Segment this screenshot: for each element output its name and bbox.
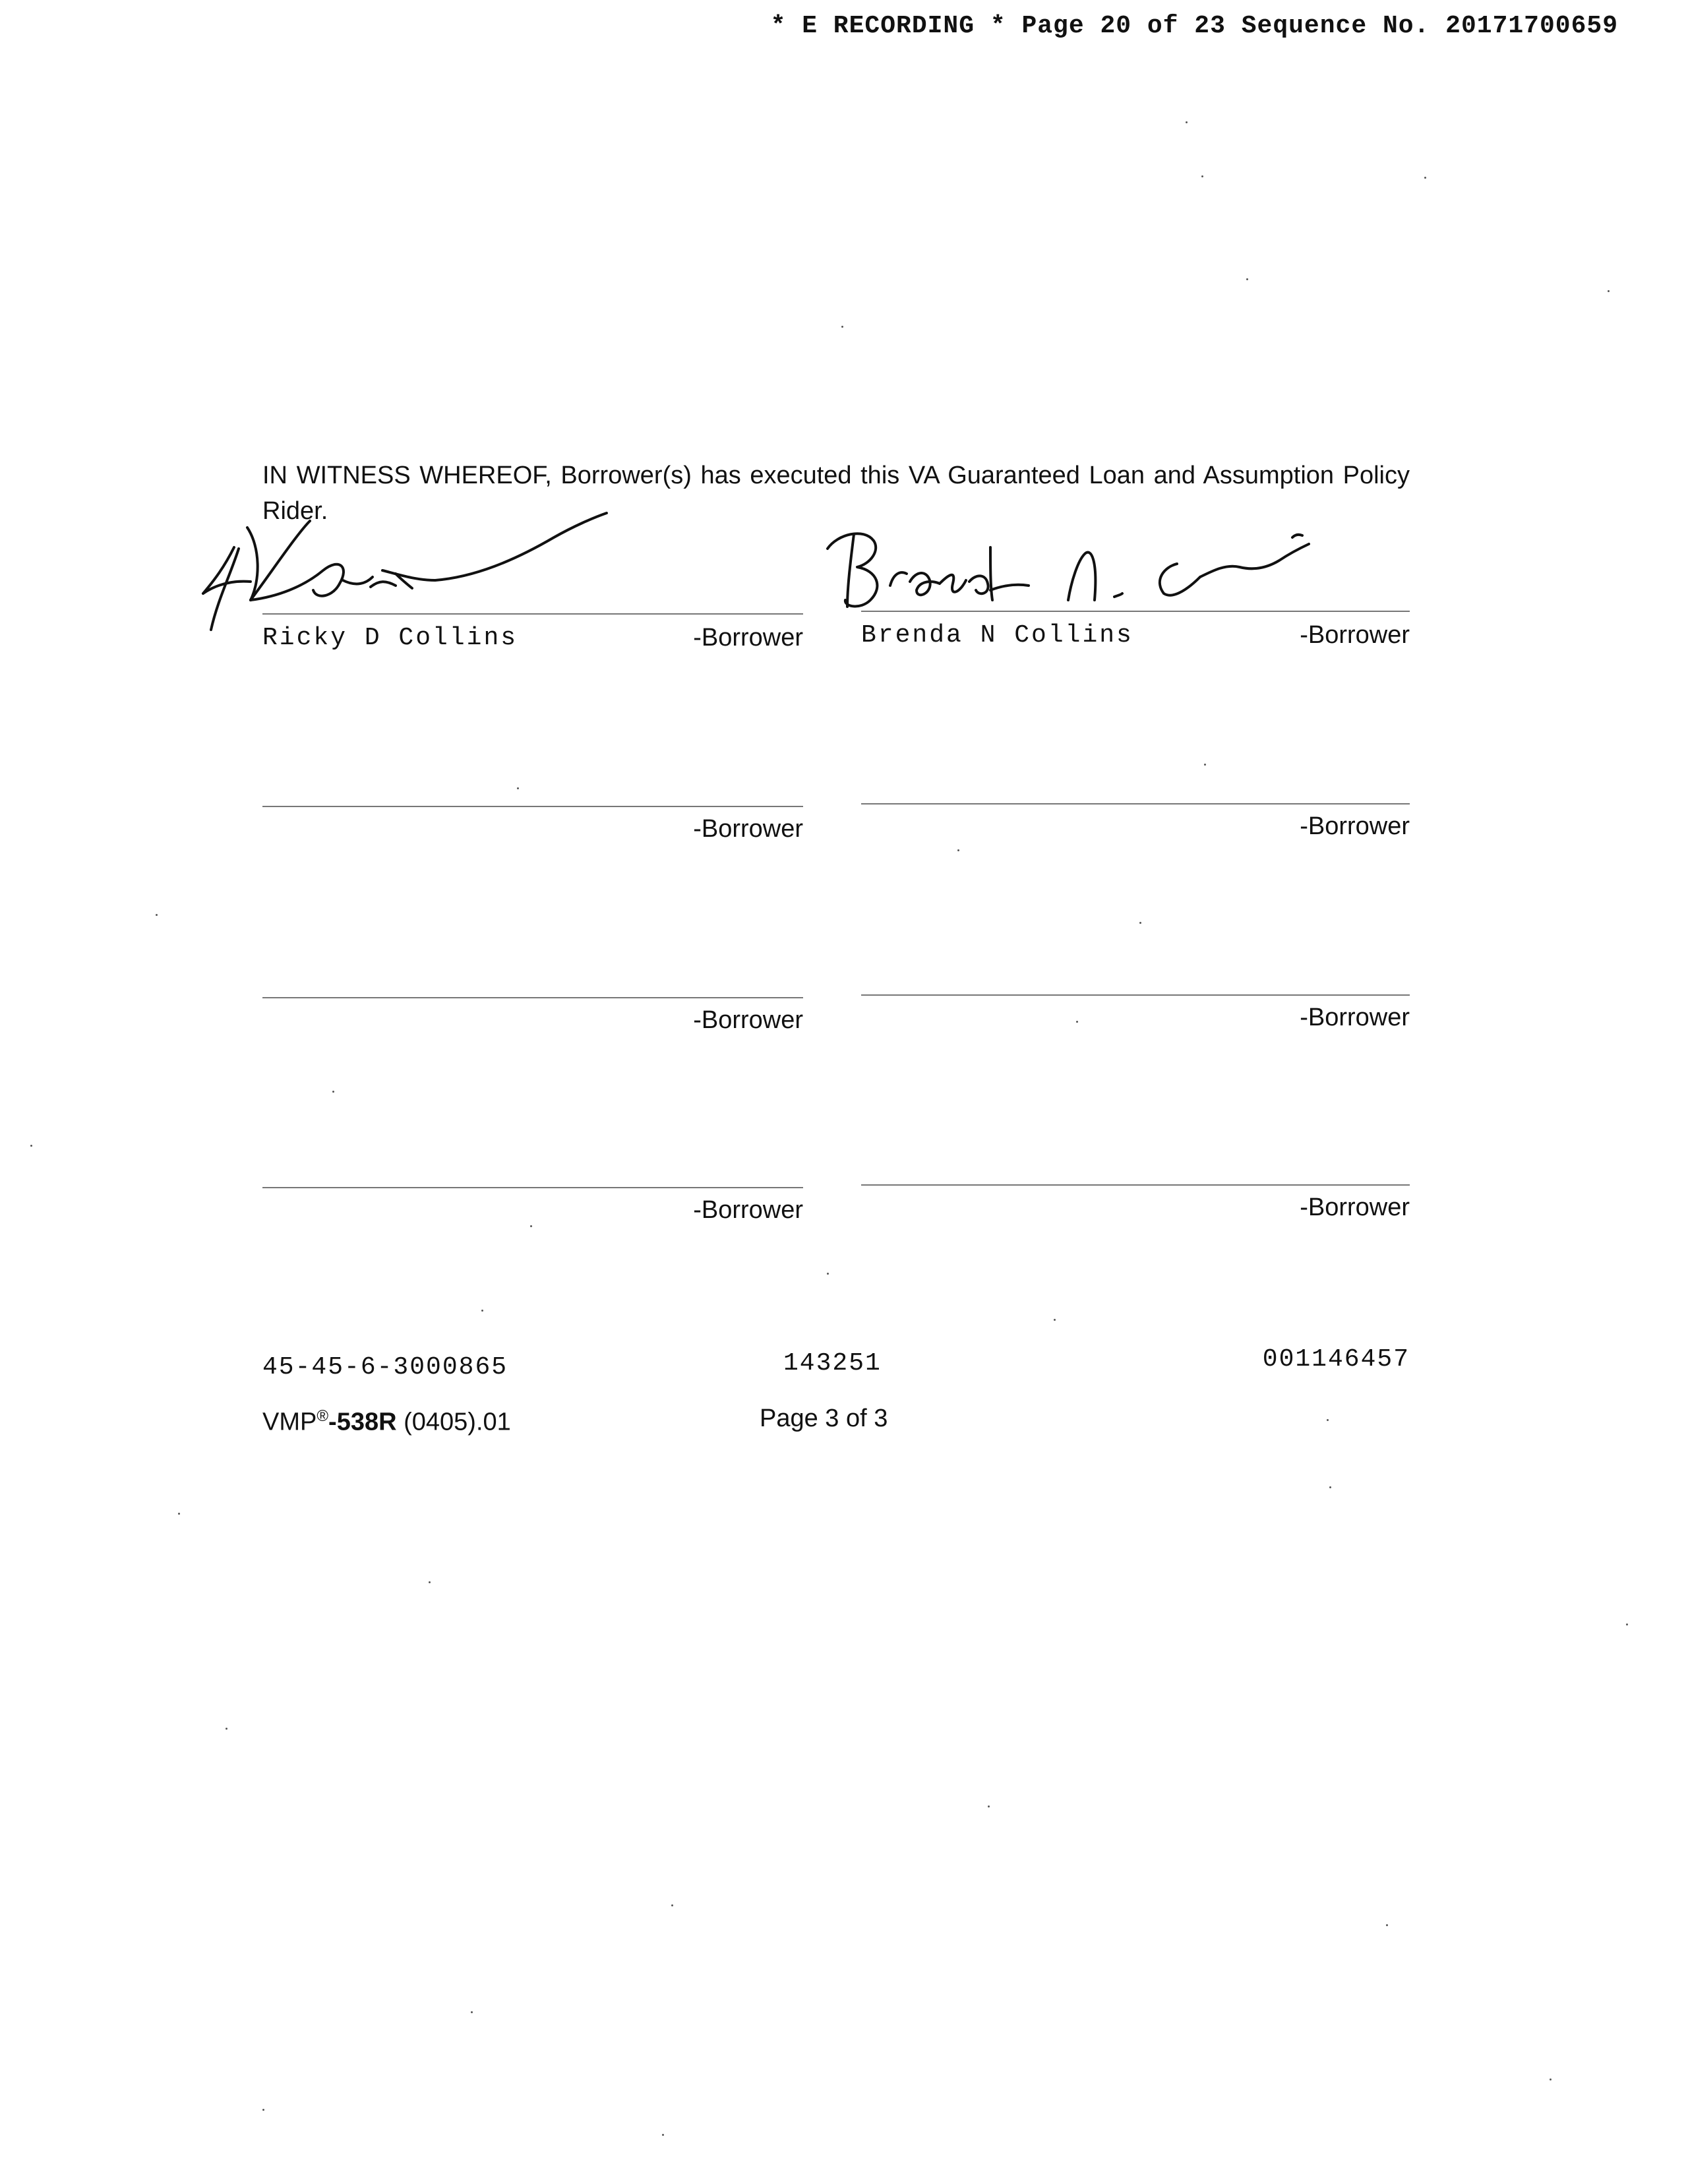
scan-speck [1329, 1486, 1331, 1488]
signer-name-ricky: Ricky D Collins [262, 624, 518, 652]
borrower-label: -Borrower [1300, 1004, 1410, 1031]
borrower-label: -Borrower [693, 1006, 803, 1034]
scan-speck [1076, 1021, 1078, 1023]
witness-statement: IN WITNESS WHEREOF, Borrower(s) has executed this VA Guaranteed Loan and Assumption Policy Rider. [262, 462, 1410, 525]
scan-speck [1139, 922, 1141, 924]
scan-speck [1386, 1924, 1388, 1926]
scan-speck [841, 326, 843, 328]
scan-speck [262, 2109, 264, 2111]
signature-line-3-right [861, 994, 1410, 996]
scan-speck [827, 1273, 829, 1275]
borrower-label: -Borrower [1300, 812, 1410, 840]
scan-speck [662, 2134, 664, 2136]
form-suffix: (0405).01 [396, 1408, 511, 1436]
signature-line-1-right [861, 611, 1410, 612]
right-code: 001146457 [1262, 1345, 1410, 1374]
signature-line-4-left [262, 1187, 803, 1188]
scan-speck [1327, 1419, 1329, 1421]
scan-speck [1550, 2078, 1552, 2080]
scan-speck [156, 914, 158, 916]
recording-stamp: * E RECORDING * Page 20 of 23 Sequence No. 20171700659 [770, 12, 1618, 40]
scan-speck [429, 1581, 431, 1583]
form-prefix: VMP [262, 1408, 317, 1436]
form-code: -538R [328, 1408, 397, 1436]
registered-mark: ® [316, 1407, 329, 1425]
scan-speck [1424, 177, 1426, 179]
scan-speck [471, 2011, 473, 2013]
scan-speck [1201, 175, 1203, 177]
signature-brenda-collins [818, 508, 1319, 626]
scan-speck [30, 1145, 32, 1147]
signature-line-4-right [861, 1184, 1410, 1186]
page-number: Page 3 of 3 [760, 1405, 888, 1432]
borrower-label: -Borrower [693, 815, 803, 843]
scan-speck [178, 1513, 180, 1515]
scan-speck [1054, 1319, 1056, 1321]
scan-speck [671, 1904, 673, 1906]
scan-speck [957, 849, 959, 851]
signature-line-1-left [262, 613, 803, 615]
loan-number: 45-45-6-3000865 [262, 1353, 508, 1381]
borrower-label: -Borrower [693, 624, 803, 652]
scan-speck [332, 1091, 334, 1093]
form-number [262, 1407, 511, 1437]
borrower-label: -Borrower [693, 1196, 803, 1224]
scan-speck [988, 1805, 990, 1807]
middle-code: 143251 [783, 1349, 882, 1378]
scan-speck [1246, 278, 1248, 280]
scan-speck [1204, 764, 1206, 766]
signature-line-2-left [262, 806, 803, 807]
scan-speck [1608, 290, 1610, 292]
scan-speck [1626, 1623, 1628, 1625]
scan-speck [530, 1225, 532, 1227]
scan-speck [517, 787, 519, 789]
borrower-label: -Borrower [1300, 1194, 1410, 1221]
borrower-label: -Borrower [1300, 621, 1410, 649]
signature-line-3-left [262, 997, 803, 998]
signature-line-2-right [861, 803, 1410, 804]
scan-speck [1186, 121, 1188, 123]
scan-speck [226, 1728, 227, 1730]
signer-name-brenda: Brenda N Collins [861, 621, 1133, 650]
scan-speck [481, 1310, 483, 1312]
